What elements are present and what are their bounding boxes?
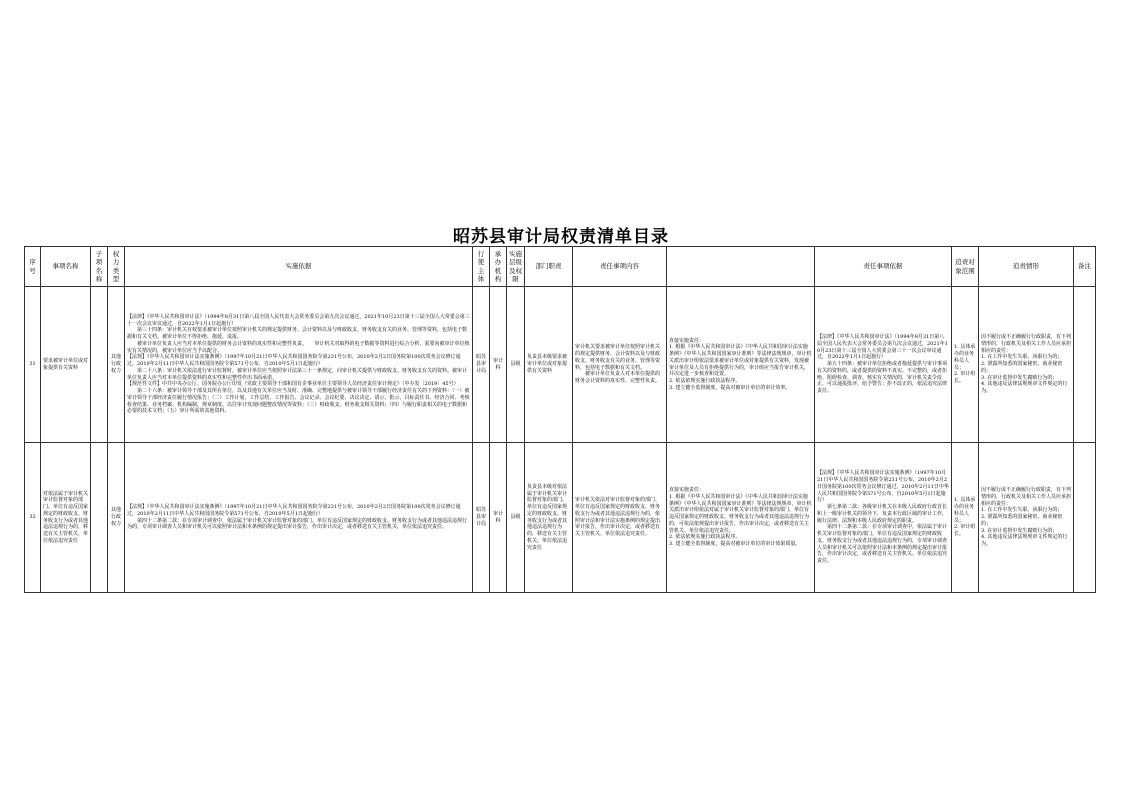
cell-basis: 【法规】《中华人民共和国审计法实施条例》（1997年10月21日中华人民共和国国务院令第231号公布，2010年2月2日国务院第100次常务会议修订通过，2010年2月11日中华人民共和国国务院令第571号公布，自2010年5月1日起施行） 第四十二条第二款：在专项审计调查中，依法属于审计机关审计监督对象的部门、单位有违反国家规定的财政收支、财务收支行为或者其他违法违规行为的，专项审计调查人员和审计机关可以依照审计法和本条例的规定提出审计报告，作出审计决定，或者移送有关主管机关、单位依法追究责任。: [125, 443, 473, 593]
cell-situation: 因不履行或不正确履行行政职责，有下列情形的，行政机关及相关工作人员应承担相应的责任： 1. 在工作中发生失职、渎职行为的； 2. 泄露所知悉的国家秘密、商业秘密的； 3. 在审计监督中发生腐败行为的； 4. 其他违反法律法规规章文件规定的行为。: [979, 287, 1074, 443]
cell-resp-content: 直接实施责任： 1. 根据《中华人民共和国审计法》《中华人民共和国审计法实施条例》《中华人民共和国国家审计准则》等法律法规规章，审计机关派出审计组依法要求被审计单位或对象提供有关资料，发现被审计单位及人员有拒绝提供行为的，审计组应当报告审计机关，并决定进一步核查和处置。 2. 依法依规实施行政执法程序。 3. 建立健全监督制度，提高对被审计单位的审计效率。: [667, 287, 815, 443]
cell-resp: 审计机关依法对审计监督对象的部门、单位有违反国家规定的财政收支、财务收支行为或者其他违法违规行为的，依照审计法和审计法实施条例的规定提出审计报告，作出审计决定，或者移送有关主管机关、单位依法追究责任。: [573, 443, 667, 593]
header-resp: 责任事项内容: [573, 247, 667, 287]
cell-org: 审计科: [490, 287, 507, 443]
cell-item-name: 对依法属于审计机关审计监督对象的部门、单位有违反国家规定的财政收支、财务收支行为或者其他违法违规行为的，移送有关主管机关、单位依法追究责任: [41, 443, 91, 593]
cell-basis: 【法律】《中华人民共和国审计法》（1994年8月31日第八届全国人民代表大会常务委员会第九次会议通过，2021年10月23日第十三届全国人大常委会第三十一次会议审议通过，自2022年1月1日起施行） 第三十四条：审计机关有权要求被审计单位按照审计机关的规定提供财务、会计资料以及与财政收支、财务收支有关的业务、管理等资料，包括电子数据和有关文档。被审计单位不得拒绝、拖延、谎报。 被审计单位负责人应当对本单位提供的财务会计资料的真实性和完整性负责。 审计机关对取得的电子数据等资料进行综合分析，需要向被审计单位核实有关情况的，被审计单位应当予以配合。 【法规】《中华人民共和国审计法实施条例》（1997年10月21日中华人民共和国国务院令第231号公布，2010年2月2日国务院第100次常务会议修订通过，2010年2月11日中华人民共和国国务院令第571号公布，自2010年5月1日起施行） 第二十八条：审计机关依法进行审计监督时，被审计单位应当依照审计法第三十一条规定，向审计机关提供与财政收支、财务收支有关的资料。被审计单位负责人应当对本单位提供资料的真实性和完整性作出书面承诺。 【规范性文件】中共中央办公厅、国务院办公厅印发《党政主要领导干部和国有企事业单位主要领导人员经济责任审计规定》（中办发〔2019〕45号） 第二十六条：被审计领导干部及其所在单位，以及其他有关单位应当及时、准确、完整地提供与被审计领导干部履行经济责任有关的下列资料：（一）被审计领导干部经济责任履行情况报告；（二）工作计划、工作总结、工作报告、会议记录、会议纪要、决议决定、请示、批示、目标责任书、经济合同、考核检查结果、业务档案、机构编制、规章制度、以往审计发现问题整改情况等资料；（三）财政收支、财务收支相关资料；（四）与履行职责相关的电子数据和必要的技术文档；（五）审计所需的其他资料。: [125, 287, 473, 443]
cell-resp-content: 直接实施责任： 1. 根据《中华人民共和国审计法》《中华人民共和国审计法实施条例》《中华人民共和国国家审计准则》等法律法规规章，审计机关派出审计组依法对属于审计机关审计监督对象的部门、单位有违反国家规定的财政收支、财务收支行为或者其他违法违规行为的，可依法依规提出审计报告，作出审计决定，或者移送有关主管机关、单位依法追究责任。 2. 依法依规实施行政执法程序。 3. 建立健全监督制度，提高对被审计单位的审计效果质量。: [667, 443, 815, 593]
cell-item-name: 要求被审计单位或对象提供有关资料: [41, 287, 91, 443]
cell-scope: 1. 具体承办的业务科员人员； 2. 审计组长。: [952, 443, 979, 593]
cell-resp-basis: 【法律】《中华人民共和国审计法》（1994年8月31日第八届全国人民代表大会常务委员会第九次会议通过，2021年10月23日第十三届全国人大常委会第三十一次会议审议通过，自2022年1月1日起施行） 第五十四条：被审计单位拒绝或者拖延提供与审计事项有关的资料的，或者提供的资料不真实、不完整的，或者拒绝、阻碍检查、调查、核实有关情况的，审计机关责令改正，可以通报批评，给予警告；拒不改正的，依法追究法律责任。: [815, 287, 952, 443]
cell-duty: 负责县本级要求被审计单位或对象提供有关资料: [525, 287, 573, 443]
header-power-type: 权力类型: [108, 247, 125, 287]
header-situation: 追责情形: [979, 247, 1074, 287]
document-title: 昭苏县审计局权责清单目录: [453, 227, 669, 247]
cell-seq: 31: [25, 287, 41, 443]
cell-level: 县级: [507, 287, 525, 443]
header-org: 承办机构: [490, 247, 507, 287]
header-duty: 部门职责: [525, 247, 573, 287]
cell-duty: 负责县本级对依法属于审计机关审计监督对象的部门、单位有违反国家规定的财政收支、财务收支行为或者其他违法违规行为的，移送有关主管机关、单位依法追究责任: [525, 443, 573, 593]
cell-note: [1074, 287, 1096, 443]
cell-resp-basis: 【法规】《中华人民共和国审计法实施条例》（1997年10月21日中华人民共和国国务院令第231号公布，2010年2月2日国务院第100次常务会议修订通过，2010年2月11日中华人民共和国国务院令第571号公布，自2010年5月1日起施行） 第七条第二款：各级审计机关在本级人民政府行政首长和上一级审计机关的领导下，负责本行政区域的审计工作，履行法律、法规和本级人民政府规定的职责。 第四十二条第二款：在专项审计调查中，依法属于审计机关审计监督对象的部门、单位有违反国家规定的财政收支、财务收支行为或者其他违法违规行为的，专项审计调查人员和审计机关可以依照审计法和本条例的规定提出审计报告，作出审计决定，或者移送有关主管机关、单位依法追究责任。: [815, 443, 952, 593]
header-sub-name: 子项名称: [91, 247, 108, 287]
table-row: [25, 287, 1096, 443]
cell-org: 审计科: [490, 443, 507, 593]
header-level: 实施层级及权限: [507, 247, 525, 287]
responsibility-table: [24, 246, 1096, 593]
cell-subject: 昭苏县审计局: [473, 287, 490, 443]
header-note: 备注: [1074, 247, 1096, 287]
cell-sub-name: [91, 287, 108, 443]
header-item-name: 事项名称: [41, 247, 91, 287]
table-row: [25, 443, 1096, 593]
cell-note: [1074, 443, 1096, 593]
cell-seq: 32: [25, 443, 41, 593]
cell-power-type: 其他行政权力: [108, 443, 125, 593]
header-subject: 行使主体: [473, 247, 490, 287]
cell-power-type: 其他行政权力: [108, 287, 125, 443]
cell-situation: 因不履行或不正确履行行政职责，有下列情形的，行政机关及相关工作人员应承担相应的责任： 1. 在工作中发生失职、渎职行为的； 2. 泄露所知悉的国家秘密、商业秘密的； 3. 在审计监督中发生腐败行为的； 4. 其他违反法律法规规章文件规定的行为。: [979, 443, 1074, 593]
cell-level: 县级: [507, 443, 525, 593]
header-basis: 实施依据: [125, 247, 473, 287]
cell-resp: 审计机关要求被审计单位按照审计机关的规定提供财务、会计资料以及与财政收支、财务收支有关的业务、管理等资料，包括电子数据和有关文档。 被审计单位负责人对本单位提供的财务会计资料的真实性、完整性负责。: [573, 287, 667, 443]
header-scope: 追责对象范围: [952, 247, 979, 287]
header-seq: 序号: [25, 247, 41, 287]
header-resp-basis: 责任事项依据: [815, 247, 952, 287]
header-resp-content: [667, 247, 815, 287]
cell-scope: 1. 具体承办的业务科员人员； 2. 审计组长。: [952, 287, 979, 443]
table-header-row: [25, 247, 1096, 287]
cell-sub-name: [91, 443, 108, 593]
cell-subject: 昭苏县审计局: [473, 443, 490, 593]
